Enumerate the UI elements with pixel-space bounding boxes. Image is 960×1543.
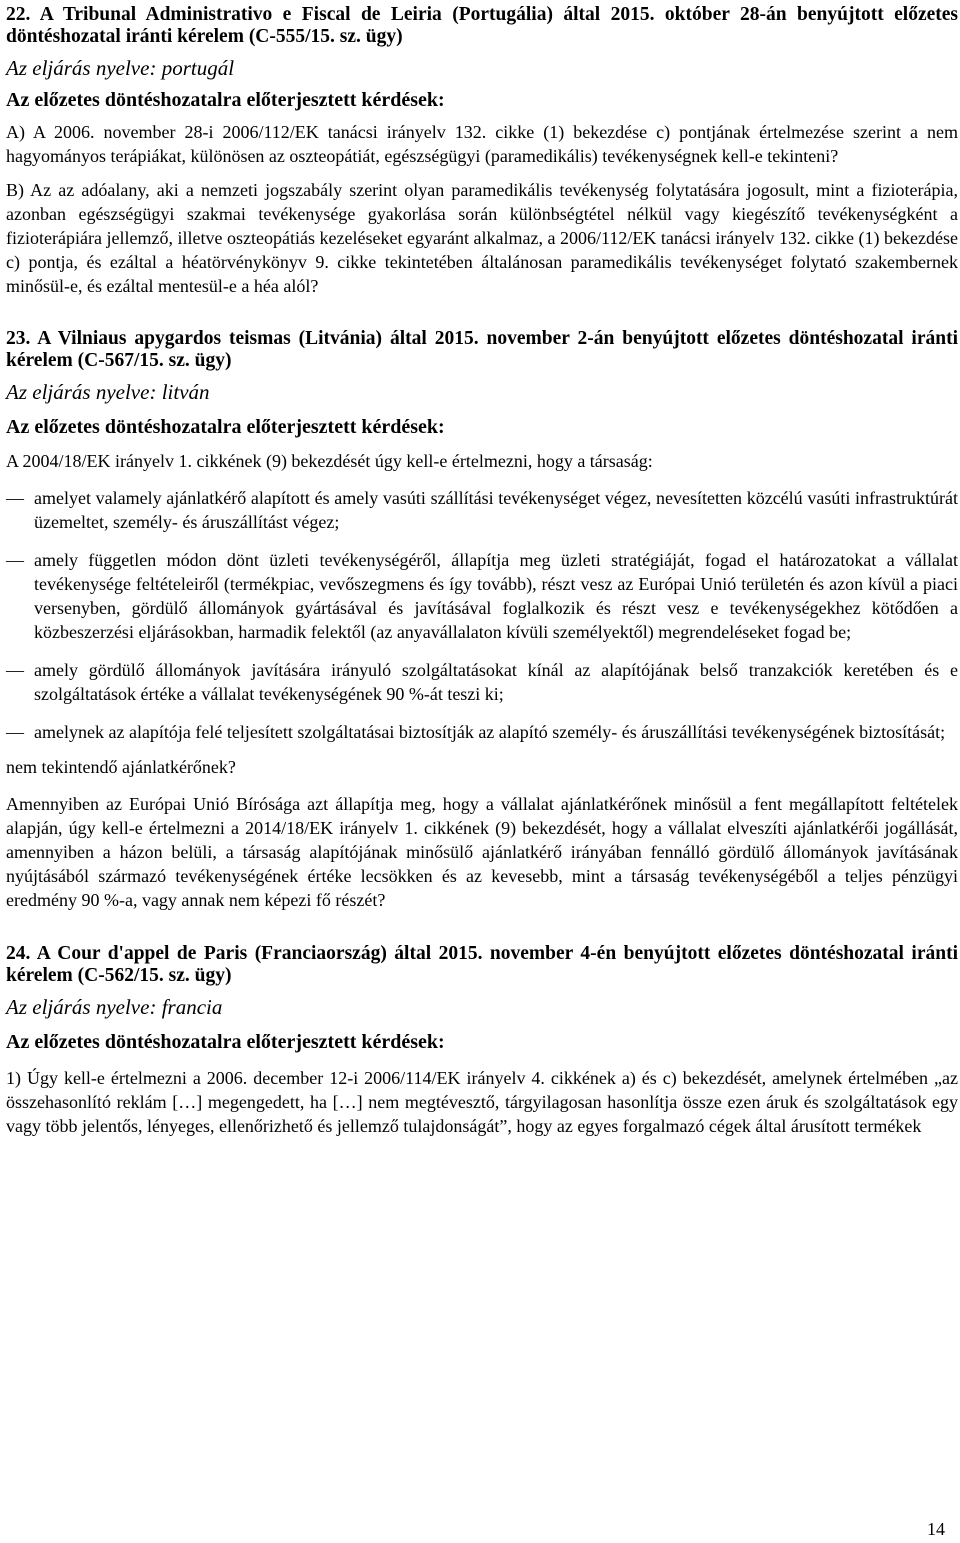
case-23-dash-item-3 [6,658,958,706]
case-23-heading: 23. A Vilniaus apygardos teismas (Litvánia) által 2015. november 2-án benyújtott előzetes döntéshozatal iránti kérelem (C-567/15. sz. ügy) [6,328,958,371]
case-22-language: Az eljárás nyelve: portugál [6,56,235,80]
dash-item-text: amelyet valamely ajánlatkérő alapított és amely vasúti szállítási tevékenységet végez, nevesítetten közcélú vasúti infrastruktúrát üzemeltet, személy- és áruszállítást végez; [34,488,958,532]
dash-item-text: amely független módon dönt üzleti tevékenységéről, állapítja meg üzleti stratégiáját, fogad el határozatokat a vállalat tevékenysége feltételeiről (termékpiac, vevőszegmens és így tovább), részt vesz az Európai Unió területén és azon kívül a piaci versenyben, gördülő állományok gyártásával és javításával foglalkozik és részt vesz e tevékenységekhez kötődően a közbeszerzési eljárásokban, harmadik felektől (az anyavállalaton kívüli személyektől) megrendeléseket fogad be; [34,550,958,642]
case-24-question-1: 1) Úgy kell-e értelmezni a 2006. december 12-i 2006/114/EK irányelv 4. cikkének a) és c) bekezdését, amelynek értelmében „az összehasonlító reklám […] megengedett, ha […] nem megtévesztő, tárgyilagosan hasonlítja össze ezen áruk és szolgáltatások egy vagy több jelentős, lényeges, ellenőrizhető és jellemző tulajdonságát”, hogy az egyes forgalmazó cégek által árusított termékek [6,1068,958,1136]
dash-marker: — [6,722,24,742]
case-22-question-a: A) A 2006. november 28-i 2006/112/EK tanácsi irányelv 132. cikke (1) bekezdése c) pontjának értelmezése szerint a nem hagyományos terápiákat, különösen az oszteopátiát, egészségügyi (paramedikális) tevékenységnek kell-e tekinteni? [6,122,958,166]
case-23-dash-item-2 [6,548,958,644]
case-22-heading: 22. A Tribunal Administrativo e Fiscal de Leiria (Portugália) által 2015. október 28-án benyújtott előzetes döntéshozatal iránti kérelem (C-555/15. sz. ügy) [6,4,958,47]
dash-marker: — [6,550,24,570]
case-24 [6,943,958,1138]
case-24-questions-label: Az előzetes döntéshozatalra előterjesztett kérdések: [6,1031,445,1053]
case-22-question-b: B) Az az adóalany, aki a nemzeti jogszabály szerint olyan paramedikális tevékenység folytatására jogosult, mint a fizioterápia, azonban egészségügyi szakmai tevékenysége gyakorlása során különbségtétel nélkül vagy kiegészítő tevékenységként a fizioterápiára jellemző, illetve oszteopátiás kezeléseket egyaránt alkalmaz, a 2006/112/EK tanácsi irányelv 132. cikke (1) bekezdése c) pontja, és ezáltal a héatörvénykönyv 9. cikke tekintetében általánosan paramedikális tevékenységet folytató szakembernek minősül-e, és ezáltal mentesül-e a héa alól? [6,180,958,296]
case-23-dash-item-1 [6,486,958,534]
dash-item-text: amely gördülő állományok javítására irányuló szolgáltatásokat kínál az alapítójának belső tranzakciók keretében és e szolgáltatások értéke a vállalat tevékenységének 90 %-át teszi ki; [34,660,958,704]
case-23-question-2: Amennyiben az Európai Unió Bírósága azt állapítja meg, hogy a vállalat ajánlatkérőnek minősül a fent megállapított feltételek alapján, úgy kell-e értelmezni a 2014/18/EK irányelv 1. cikkének (9) bekezdését, hogy a vállalat elveszíti ajánlatkérői jogállását, amennyiben a házon belüli, a társaság alapítójának minősülő ajánlatkérő irányában fennálló gördülő állományok javításának nyújtásából származó tevékenységének értéke lecsökken és az kevesebb, mint a társaság tevékenységéből a teljes pénzügyi eredmény 90 %-a, vagy annak nem képezi fő részét? [6,794,958,910]
page-number: 14 [927,1519,945,1539]
dash-marker: — [6,488,24,508]
case-23-language: Az eljárás nyelve: litván [6,380,210,404]
case-22 [6,4,958,298]
case-24-heading: 24. A Cour d'appel de Paris (Franciaország) által 2015. november 4-én benyújtott előzetes döntéshozatal iránti kérelem (C-562/15. sz. ügy) [6,943,958,986]
case-23-dash-item-4 [6,720,958,744]
dash-marker: — [6,660,24,680]
case-22-questions-label: Az előzetes döntéshozatalra előterjesztett kérdések: [6,89,445,111]
case-23-intro: A 2004/18/EK irányelv 1. cikkének (9) bekezdését úgy kell-e értelmezni, hogy a társaság: [6,451,653,471]
case-23-questions-label: Az előzetes döntéshozatalra előterjesztett kérdések: [6,416,445,438]
dash-item-text: amelynek az alapítója felé teljesített szolgáltatásai biztosítják az alapító személy- és áruszállítási tevékenységének biztosítását; [34,722,946,742]
case-24-language: Az eljárás nyelve: francia [6,995,223,1019]
document-page [6,0,958,1138]
case-23 [6,328,958,912]
case-23-closing: nem tekintendő ajánlatkérőnek? [6,757,236,777]
